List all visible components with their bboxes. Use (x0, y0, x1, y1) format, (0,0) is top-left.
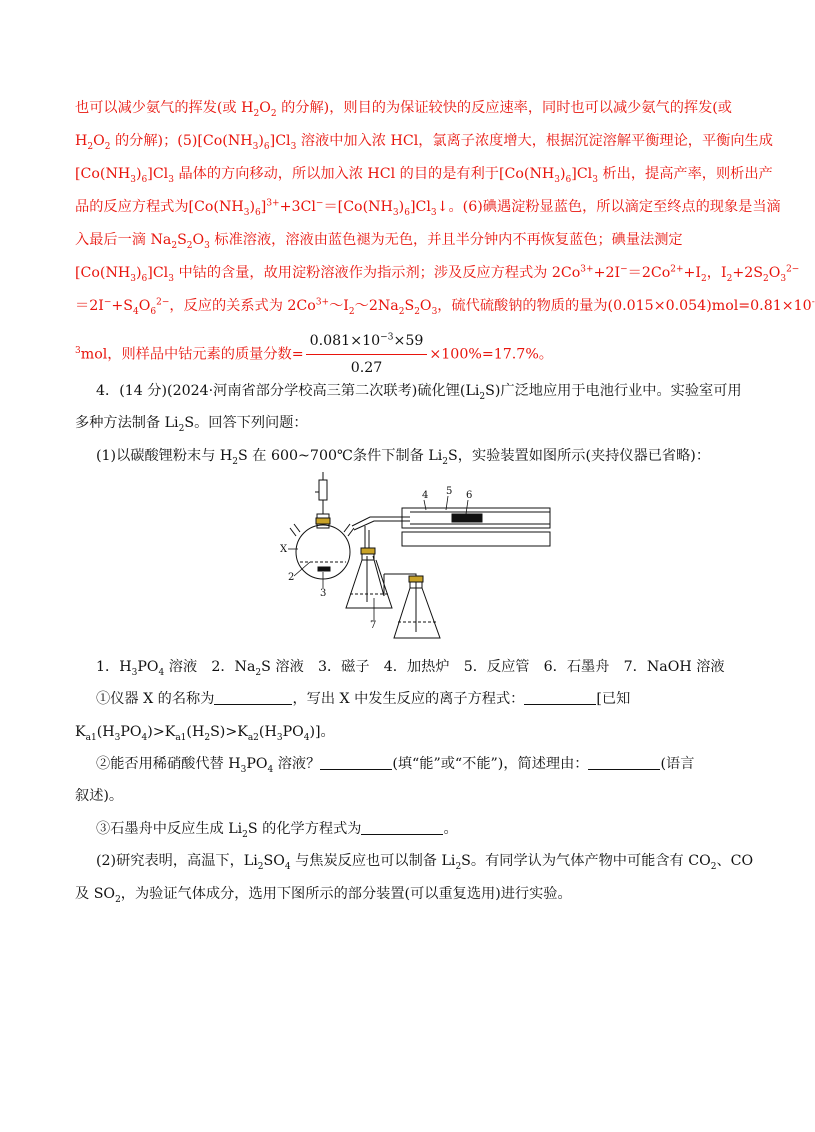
label-5: 5 (446, 486, 453, 497)
answer-line-6: $[Co(NH_3)_6]Cl_3$ 中钴的含量，故用淀粉溶液作为指示剂；涉及反应方程式为 $2Co^{3+}+2I^-=2Co^{2+}+I_2$，$I_2+2S_2O_3^{2-}$ (75, 264, 800, 284)
answer-line-1: 也可以减少氨气的挥发(或 $H_2O_2$ 的分解)，则目的为保证较快的反应速率，同时也可以减少氨气的挥发(或 (75, 100, 732, 119)
label-2: 2 (288, 572, 295, 583)
subquestion-3: ③石墨舟中反应生成 $Li_2S$ 的化学方程式为 。 (96, 821, 458, 840)
answer-blank[interactable] (214, 690, 292, 705)
subquestion-1-cont: $K_{a1}(H_3PO_4)>K_{a1}(H_2S)>K_{a2}(H_3PO_4)$]。 (75, 724, 335, 743)
question-4-stem: 4．(14 分)(2024·河南省部分学校高三第二次联考)硫化锂$(Li_2S)$广泛地应用于电池行业中。实验室可用 (96, 383, 742, 402)
answer-line-2: $H_2O_2$ 的分解)；$(5)[Co(NH_3)_6]Cl_3$ 溶液中加入浓 HCl，氯离子浓度增大，根据沉淀溶解平衡理论，平衡向生成 (75, 133, 773, 152)
gas-tubing (352, 517, 410, 550)
question-4-stem-cont: 多种方法制备 $Li_2S$。回答下列问题： (75, 415, 308, 434)
label-7: 7 (370, 620, 377, 631)
figure-legend: 1．$H_3PO_4$ 溶液 2．$Na_2S$ 溶液 3．磁子 4．加热炉 5．反应管 6．石墨舟 7．NaOH 溶液 (96, 659, 725, 678)
conical-flask-naoh (384, 574, 440, 638)
answer-line-4: 品的反应方程式为$[Co(NH_3)_6]^{3+}+3Cl^-=[Co(NH_3)_6]Cl_3↓$。(6)碘遇淀粉显蓝色，所以滴定至终点的现象是当滴 (75, 198, 781, 218)
conical-flask-na2s (346, 548, 392, 608)
answer-blank[interactable] (320, 755, 392, 770)
apparatus-diagram (270, 470, 560, 650)
part-1-stem: (1)以碳酸锂粉末与 $H_2S$ 在 600~700℃条件下制备 $Li_2S$，实验装置如图所示(夹持仪器已省略)： (96, 448, 711, 467)
label-4: 4 (422, 490, 429, 501)
answer-blank[interactable] (588, 755, 660, 770)
label-x: X (280, 544, 288, 555)
answer-line-5: 入最后一滴 $Na_2S_2O_3$ 标准溶液，溶液由蓝色褪为无色，并且半分钟内不再恢复蓝色；碘量法测定 (75, 232, 683, 251)
answer-line-8: $^3$mol，则样品中钴元素的质量分数= $\frac{0.081\times 10^{-3}\times 59}{0.27}$ ×100%=17.7%。 (75, 330, 730, 379)
answer-blank[interactable] (524, 690, 596, 705)
graphite-boat (452, 514, 482, 522)
label-3: 3 (320, 588, 327, 599)
subquestion-2: ②能否用稀硝酸代替 $H_3PO_4$ 溶液？ (填“能”或“不能”)，简述理由： (语言 (96, 756, 695, 775)
answer-line-7: $=2I^-+S_4O_6^{2-}$，反应的关系式为 $2Co^{3+}\sim I_2\sim 2Na_2S_2O_3$，硫代硫酸钠的物质的量为(0.015×0.054)mol=0.81×10- (75, 297, 815, 317)
three-neck-flask (290, 514, 354, 579)
dropping-funnel (315, 472, 327, 514)
mass-fraction-formula: $\frac{0.081\times 10^{-3}\times 59}{0.27}$ (306, 330, 428, 379)
answer-blank[interactable] (361, 820, 443, 835)
tube-furnace (402, 508, 550, 546)
part-2-stem: (2)研究表明，高温下，$Li_2SO_4$ 与焦炭反应也可以制备 $Li_2S$。有同学认为气体产物中可能含有 $CO_2$、CO (96, 853, 754, 872)
label-6: 6 (466, 490, 473, 501)
subquestion-2-cont: 叙述)。 (75, 788, 124, 804)
subquestion-1: ①仪器 X 的名称为 ，写出 X 中发生反应的离子方程式： [已知 (96, 691, 631, 707)
answer-line-3: $[Co(NH_3)_6]Cl_3$ 晶体的方向移动，所以加入浓 HCl 的目的是有利于$[Co(NH_3)_6]Cl_3$ 析出，提高产率，则析出产 (75, 166, 773, 185)
part-2-stem-cont: 及 $SO_2$，为验证气体成分，选用下图所示的部分装置(可以重复选用)进行实验。 (75, 886, 572, 905)
